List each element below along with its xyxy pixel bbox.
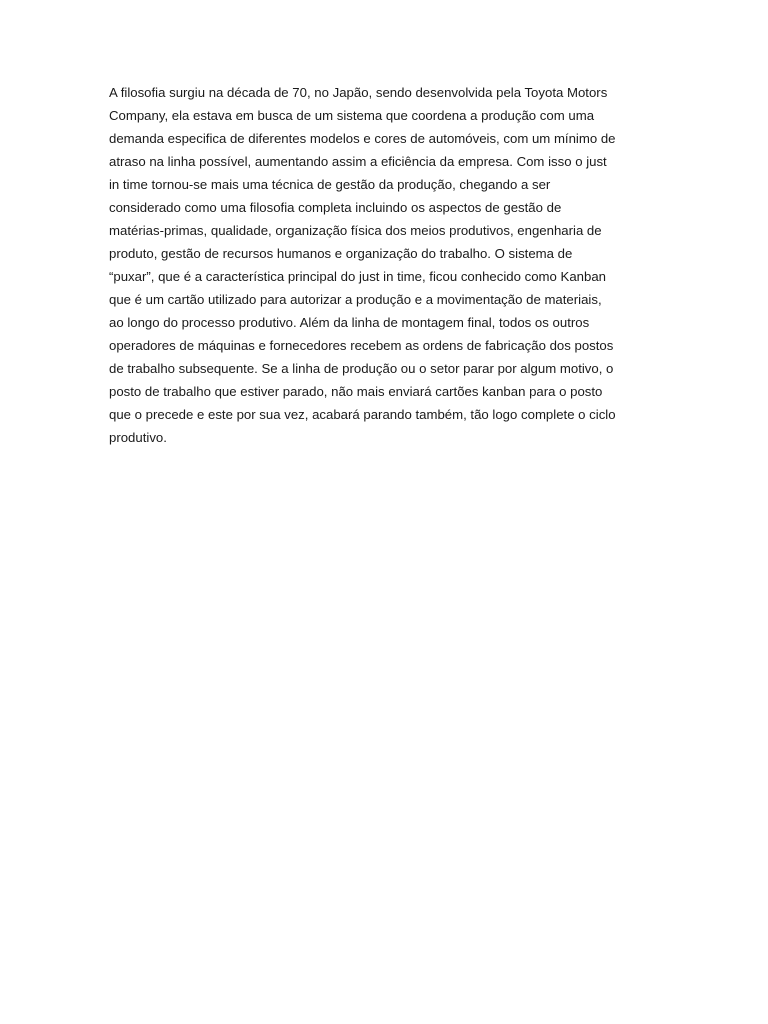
paragraph-line: “puxar”, que é a característica principal do just in time, ficou conhecido como Kanban [109,269,606,284]
paragraph-line: considerado como uma filosofia completa incluindo os aspectos de gestão de [109,200,562,215]
paragraph-line: operadores de máquinas e fornecedores recebem as ordens de fabricação dos postos [109,338,614,353]
paragraph-line: produto, gestão de recursos humanos e organização do trabalho. O sistema de [109,246,573,261]
paragraph-line: in time tornou-se mais uma técnica de gestão da produção, chegando a ser [109,177,551,192]
paragraph-line: A filosofia surgiu na década de 70, no Japão, sendo desenvolvida pela Toyota Motors [109,85,608,100]
paragraph-line: de trabalho subsequente. Se a linha de produção ou o setor parar por algum motivo, o [109,361,614,376]
paragraph-line: demanda especifica de diferentes modelos e cores de automóveis, com um mínimo de [109,131,616,146]
paragraph-line: atraso na linha possível, aumentando assim a eficiência da empresa. Com isso o just [109,154,607,169]
body-paragraph [109,81,669,449]
paragraph-line: Company, ela estava em busca de um sistema que coordena a produção com uma [109,108,595,123]
paragraph-line: ao longo do processo produtivo. Além da linha de montagem final, todos os outros [109,315,590,330]
paragraph-line: produtivo. [109,430,167,445]
paragraph-line: posto de trabalho que estiver parado, não mais enviará cartões kanban para o posto [109,384,603,399]
paragraph-line: que o precede e este por sua vez, acabará parando também, tão logo complete o ciclo [109,407,616,422]
paragraph-line: que é um cartão utilizado para autorizar a produção e a movimentação de materiais, [109,292,602,307]
paragraph-line: matérias-primas, qualidade, organização física dos meios produtivos, engenharia de [109,223,602,238]
